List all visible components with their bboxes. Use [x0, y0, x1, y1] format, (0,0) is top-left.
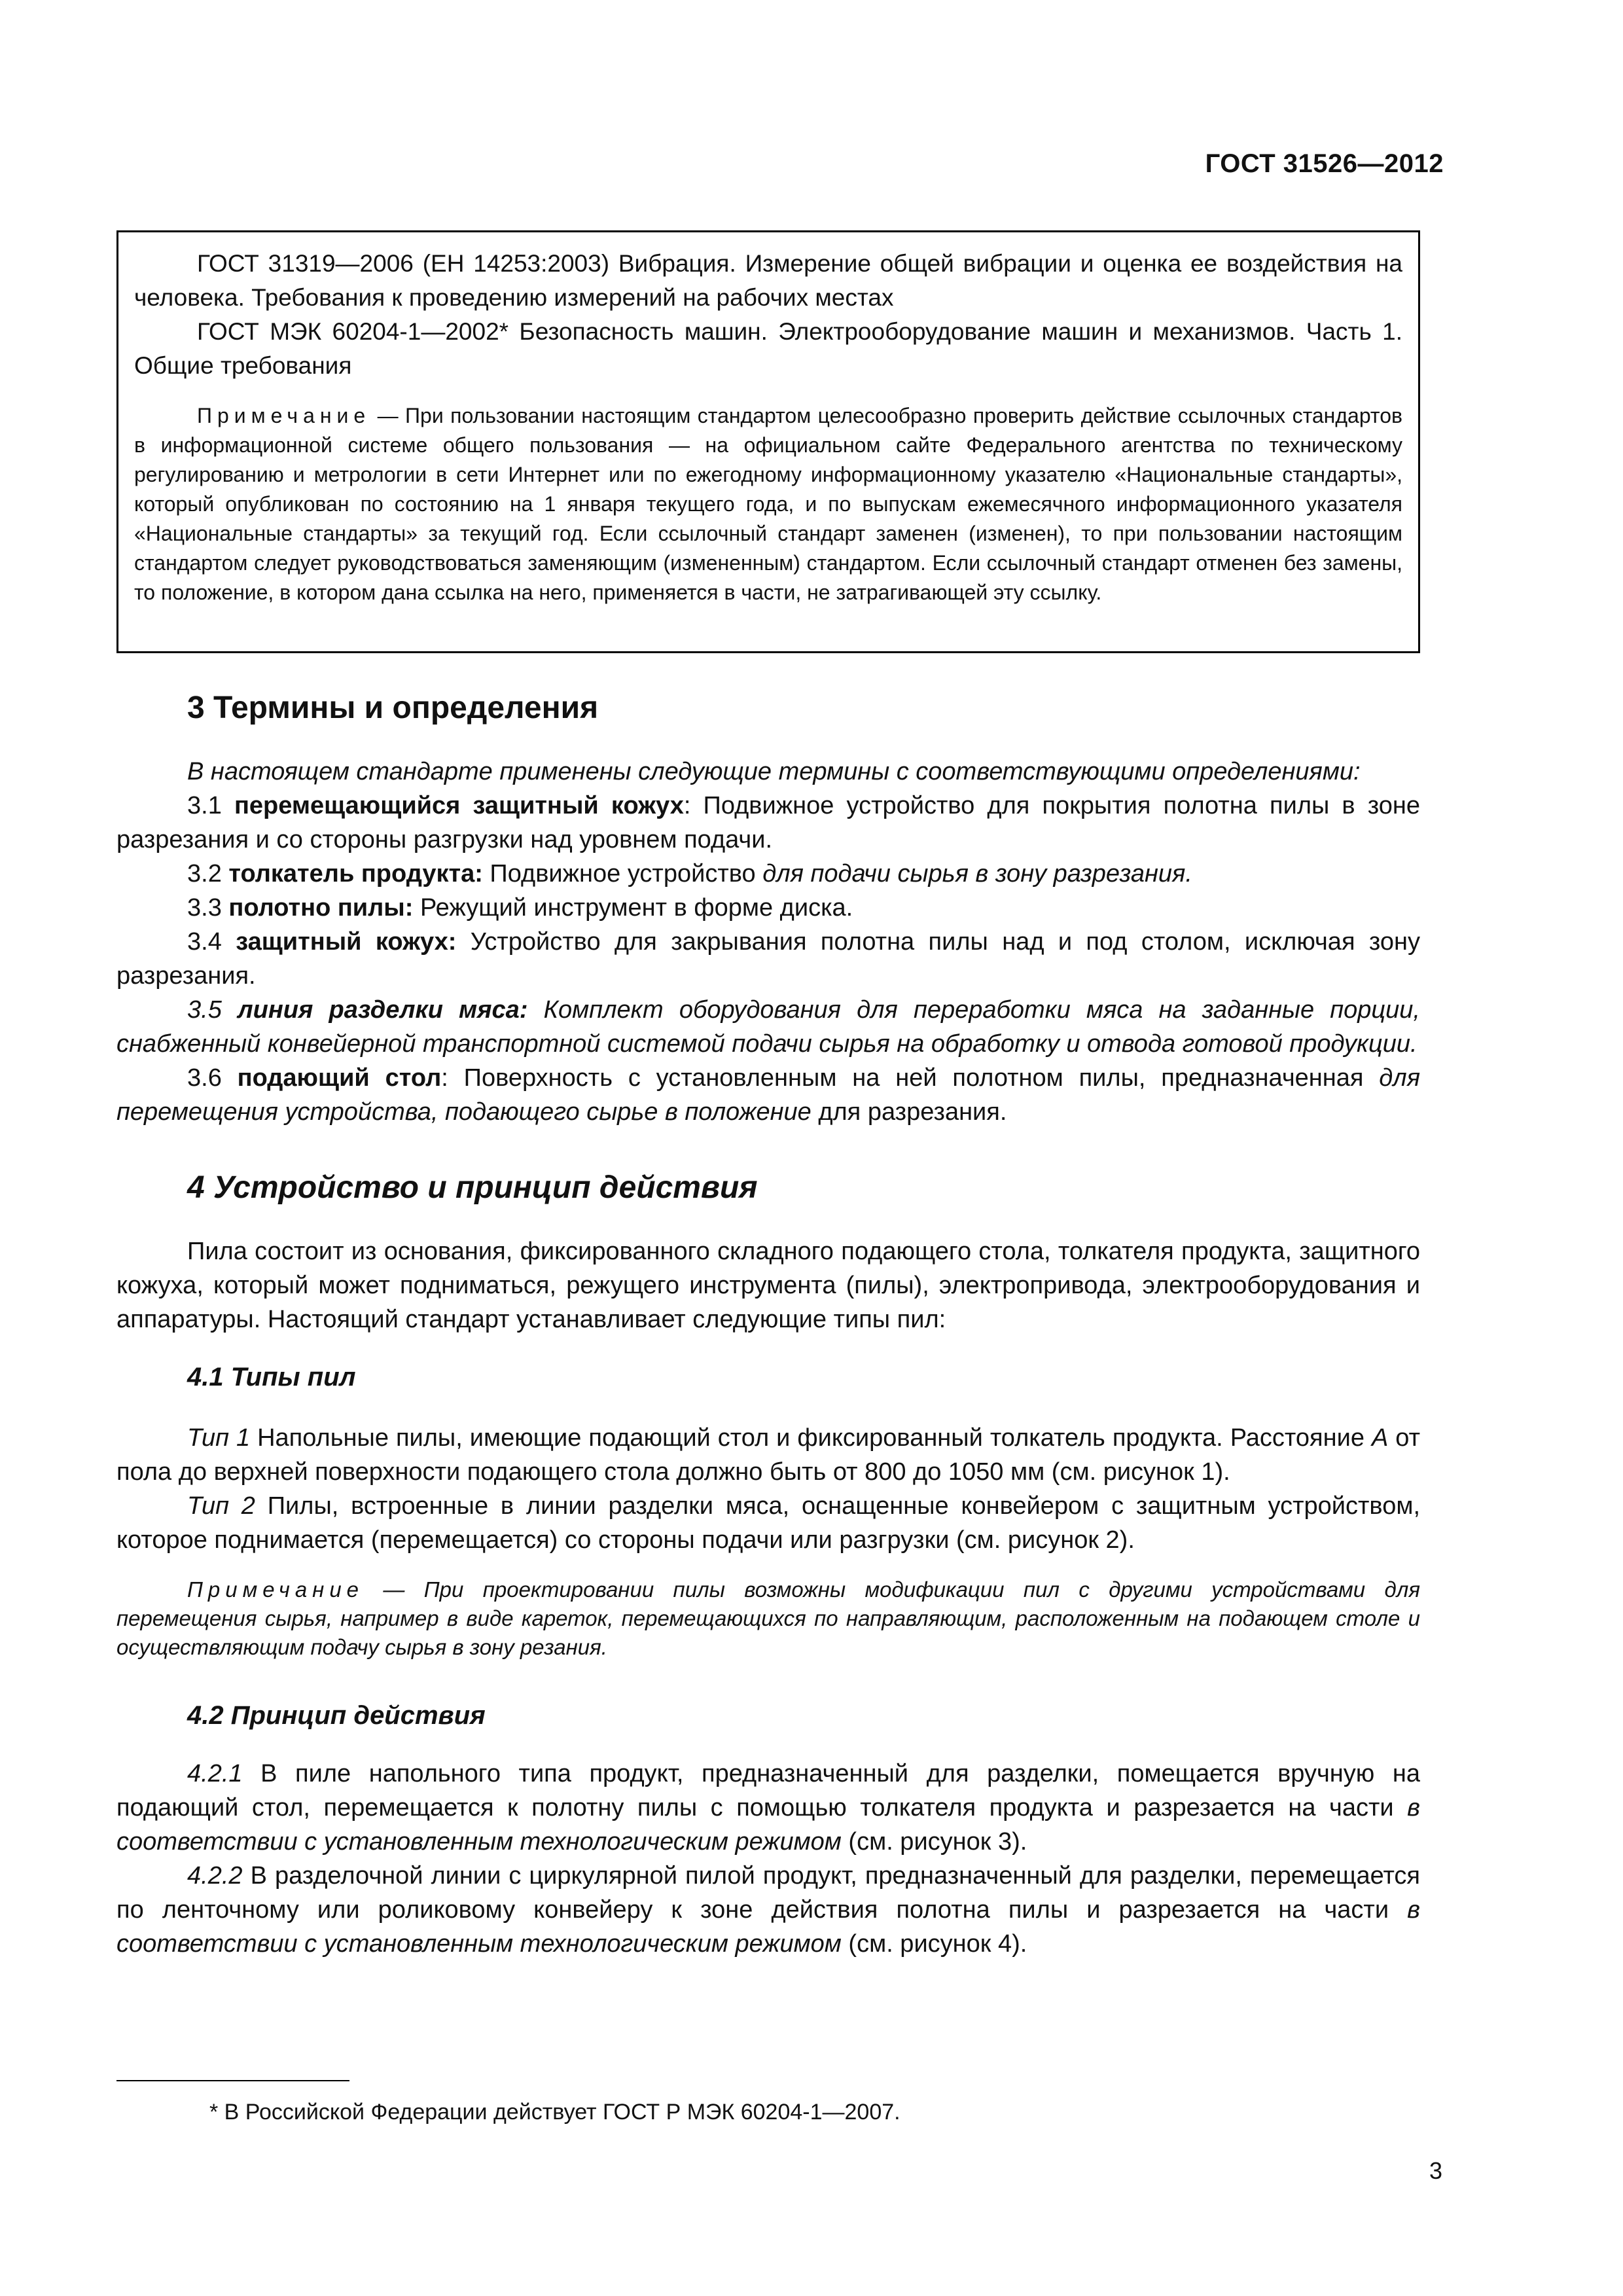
- term-name: перемещающийся защитный кожух: [234, 792, 684, 819]
- clause-text: (см. рисунок 3).: [841, 1828, 1027, 1856]
- references-note: [134, 401, 1402, 607]
- document-code-header: ГОСТ 31526—2012: [1205, 149, 1444, 178]
- clause-text-italic: в соответствии с установленным технологическим режимом: [116, 1896, 1420, 1958]
- term-number: 3.3: [187, 894, 229, 922]
- term-text: Комплект оборудования для переработки мяса на заданные порции, снабженный конвейерной транспортной системой подачи сырья на обработку и отвода готовой продукции.: [116, 996, 1420, 1058]
- term-text: Устройство для закрывания полотна пилы над и под столом, исключая зону разрезания.: [116, 928, 1420, 990]
- note-text: — При проектировании пилы возможны модификации пил с другими устройствами для перемещения сырья, например в виде кареток, перемещающихся по направляющим, расположенным на подающем столе и осуществляющим подачу сырья в зону резания.: [116, 1577, 1420, 1659]
- types-note: [116, 1575, 1420, 1662]
- terms-intro: [116, 755, 1420, 789]
- reference-item: ГОСТ 31319—2006 (ЕН 14253:2003) Вибрация. Измерение общей вибрации и оценка ее воздействия на человека. Требования к проведению измерений на рабочих местах: [134, 250, 1402, 311]
- term-text-italic: для перемещения устройства, подающего сырье в положение: [116, 1064, 1420, 1126]
- main-content: [116, 674, 1420, 1961]
- subsection-heading: 4.1 Типы пил: [187, 1363, 356, 1391]
- section-heading: 3 Термины и определения: [187, 691, 599, 725]
- principle-paragraph: [116, 1757, 1420, 1859]
- terms-intro-text: В настоящем стандарте применены следующие термины с соответствующими определениями:: [187, 758, 1361, 785]
- term-name: защитный кожух:: [236, 928, 457, 956]
- normative-references-box: [116, 230, 1420, 653]
- term-number: 3.2: [187, 860, 229, 888]
- term-text: Режущий инструмент в форме диска.: [413, 894, 853, 922]
- term-definition: [116, 1061, 1420, 1129]
- term-number: 3.4: [187, 928, 236, 956]
- term-name: толкатель продукта:: [228, 860, 483, 888]
- saw-type-paragraph: [116, 1421, 1420, 1489]
- footnote: * В Российской Федерации действует ГОСТ Р МЭК 60204-1—2007.: [209, 2100, 901, 2125]
- term-definition: [116, 891, 1420, 925]
- reference-item: ГОСТ МЭК 60204-1—2002* Безопасность машин. Электрооборудование машин и механизмов. Часть 1. Общие требования: [134, 318, 1402, 379]
- subsection-heading: 4.2 Принцип действия: [187, 1701, 486, 1730]
- note-label: Примечание: [197, 404, 371, 427]
- type-text: Напольные пилы, имеющие подающий стол и фиксированный толкатель продукта. Расстояние: [250, 1424, 1372, 1452]
- term-definition: [116, 993, 1420, 1061]
- note-text: — При пользовании настоящим стандартом целесообразно проверить действие ссылочных стандартов в информационной системе общего пользования — на официальном сайте Федерального агентства по техническому регулированию и метрологии в сети Интернет или по ежегодному информационному указателю «Национальные стандарты», который опубликован по состоянию на 1 января текущего года, и по выпускам ежемесячного информационного указателя «Национальные стандарты» за текущий год. Если ссылочный стандарт заменен (изменен), то при пользовании настоящим стандартом следует руководствоваться заменяющим (измененным) стандартом. Если ссылочный стандарт отменен без замены, то положение, в котором дана ссылка на него, применяется в части, не затрагивающей эту ссылку.: [134, 404, 1402, 604]
- term-name: подающий стол: [237, 1064, 442, 1092]
- footnote-divider: [116, 2080, 349, 2081]
- term-name: линия разделки мяса:: [237, 996, 528, 1024]
- term-text: : Поверхность с установленным на ней полотном пилы, предназначенная: [441, 1064, 1380, 1092]
- clause-number: 4.2.2: [187, 1862, 243, 1890]
- term-text: для разрезания.: [811, 1098, 1007, 1126]
- term-text: : Подвижное устройство для покрытия полотна пилы в зоне разрезания и со стороны разгрузки над уровнем подачи.: [116, 792, 1420, 853]
- clause-number: 4.2.1: [187, 1760, 243, 1787]
- section-heading: 4 Устройство и принцип действия: [187, 1170, 758, 1205]
- clause-text: В пиле напольного типа продукт, предназначенный для разделки, помещается вручную на подающий стол, перемещается к полотну пилы с помощью толкателя продукта и разрезается на части: [116, 1760, 1420, 1821]
- term-name: полотно пилы:: [228, 894, 414, 922]
- term-text: Подвижное устройство: [482, 860, 763, 888]
- saw-type-paragraph: [116, 1489, 1420, 1557]
- term-text-italic: для подачи сырья в зону разрезания.: [762, 860, 1192, 888]
- section-intro: Пила состоит из основания, фиксированного складного подающего стола, толкателя продукта, защитного кожуха, который может подниматься, режущего инструмента (пилы), электропривода, электрооборудования и аппаратуры. Настоящий стандарт устанавливает следующие типы пил:: [116, 1238, 1420, 1333]
- term-definition: [116, 789, 1420, 857]
- principle-paragraph: [116, 1859, 1420, 1961]
- type-text: от пола до верхней поверхности подающего стола должно быть от 800 до 1050 мм (см. рисунок 1).: [116, 1424, 1420, 1486]
- note-label: Примечание: [187, 1577, 365, 1602]
- term-definition: [116, 857, 1420, 891]
- term-number: 3.6: [187, 1064, 238, 1092]
- clause-text: В разделочной линии с циркулярной пилой продукт, предназначенный для разделки, перемещается по ленточному или роликовому конвейеру к зоне действия полотна пилы и разрезается на части: [116, 1862, 1420, 1924]
- term-number: 3.5: [187, 996, 238, 1024]
- clause-text-italic: в соответствии с установленным технологическим режимом: [116, 1794, 1420, 1856]
- type-label: Тип 1: [187, 1424, 251, 1452]
- page-number: 3: [1429, 2157, 1442, 2184]
- dimension-variable: А: [1371, 1424, 1389, 1452]
- term-number: 3.1: [187, 792, 234, 819]
- clause-text: (см. рисунок 4).: [841, 1930, 1027, 1958]
- type-text: Пилы, встроенные в линии разделки мяса, оснащенные конвейером с защитным устройством, которое поднимается (перемещается) со стороны подачи или разгрузки (см. рисунок 2).: [116, 1492, 1421, 1554]
- type-label: Тип 2: [187, 1492, 255, 1520]
- term-definition: [116, 925, 1420, 993]
